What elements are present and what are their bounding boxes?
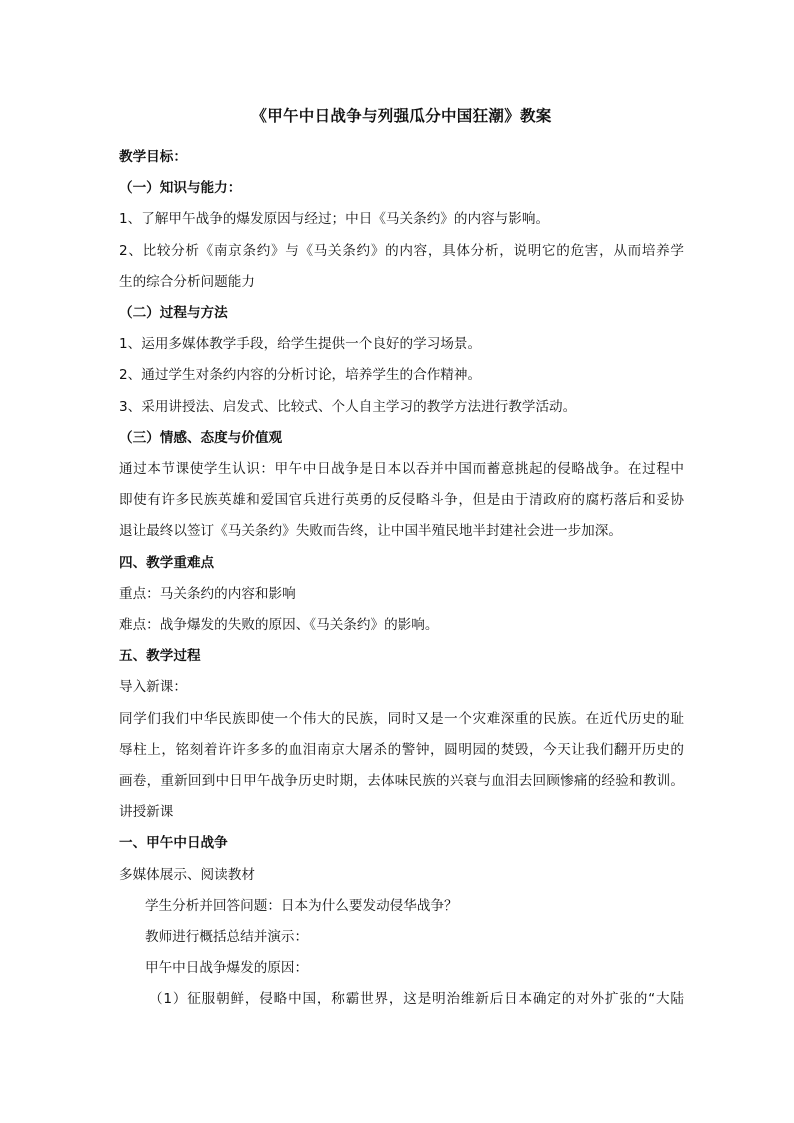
section1-item1: 1、了解甲午战争的爆发原因与经过；中日《马关条约》的内容与影响。 (119, 211, 550, 228)
intro-heading: 导入新课： (119, 679, 187, 696)
intro-line2: 辱柱上，铭刻着许许多多的血泪南京大屠杀的警钟，圆明园的焚毁，今天让我们翻开历史的 (119, 741, 684, 758)
cause-item1: （1）征服朝鲜，侵略中国，称霸世界，这是明治维新后日本确定的对外扩张的“大陆 (149, 991, 684, 1008)
lecture-heading: 讲授新课 (119, 804, 174, 821)
section1-item2-line2: 生的综合分析问题能力 (119, 273, 255, 290)
section1-item2-line1: 2、比较分析《南京条约》与《马关条约》的内容，具体分析，说明它的危害，从而培养学 (119, 242, 684, 259)
part1-heading: 一、甲午中日战争 (119, 835, 228, 852)
section4-heading: 四、教学重难点 (119, 554, 215, 571)
key-point: 重点：马关条约的内容和影响 (119, 585, 296, 602)
section3-line1: 通过本节课使学生认识：甲午中日战争是日本以吞并中国而蓄意挑起的侵略战争。在过程中 (119, 461, 684, 478)
section2-item3: 3、采用讲授法、启发式、比较式、个人自主学习的教学方法进行教学活动。 (119, 398, 577, 415)
objectives-heading: 教学目标： (119, 149, 187, 165)
intro-line1: 同学们我们中华民族即使一个伟大的民族，同时又是一个灾难深重的民族。在近代历史的耻 (119, 710, 684, 727)
intro-line3: 画卷，重新回到中日甲午战争历史时期，去体味民族的兴衰与血泪去回顾惨痛的经验和教训。 (119, 773, 684, 790)
section3-line2: 即使有许多民族英雄和爱国官兵进行英勇的反侵略斗争，但是由于清政府的腐朽落后和妥协 (119, 492, 684, 509)
multimedia-line: 多媒体展示、阅读教材 (119, 866, 255, 883)
section5-heading: 五、教学过程 (119, 648, 201, 665)
difficult-point: 难点：战争爆发的失败的原因、《马关条约》的影响。 (119, 617, 439, 634)
document-title: 《甲午中日战争与列强瓜分中国狂潮》教案 (251, 107, 552, 125)
section2-item1: 1、运用多媒体教学手段，给学生提供一个良好的学习场景。 (119, 336, 482, 353)
section3-line3: 退让最终以签订《马关条约》失败而告终，让中国半殖民地半封建社会进一步加深。 (119, 523, 622, 540)
section1-heading: （一）知识与能力： (119, 180, 242, 197)
section3-heading: （三）情感、态度与价值观 (119, 429, 283, 446)
section2-item2: 2、通过学生对条约内容的分析讨论，培养学生的合作精神。 (119, 367, 482, 384)
question-line: 学生分析并回答问题：日本为什么要发动侵华战争？ (145, 897, 458, 914)
cause-heading: 甲午中日战争爆发的原因： (145, 960, 309, 977)
teacher-line: 教师进行概括总结并演示： (145, 929, 309, 946)
section2-heading: （二）过程与方法 (119, 305, 228, 322)
